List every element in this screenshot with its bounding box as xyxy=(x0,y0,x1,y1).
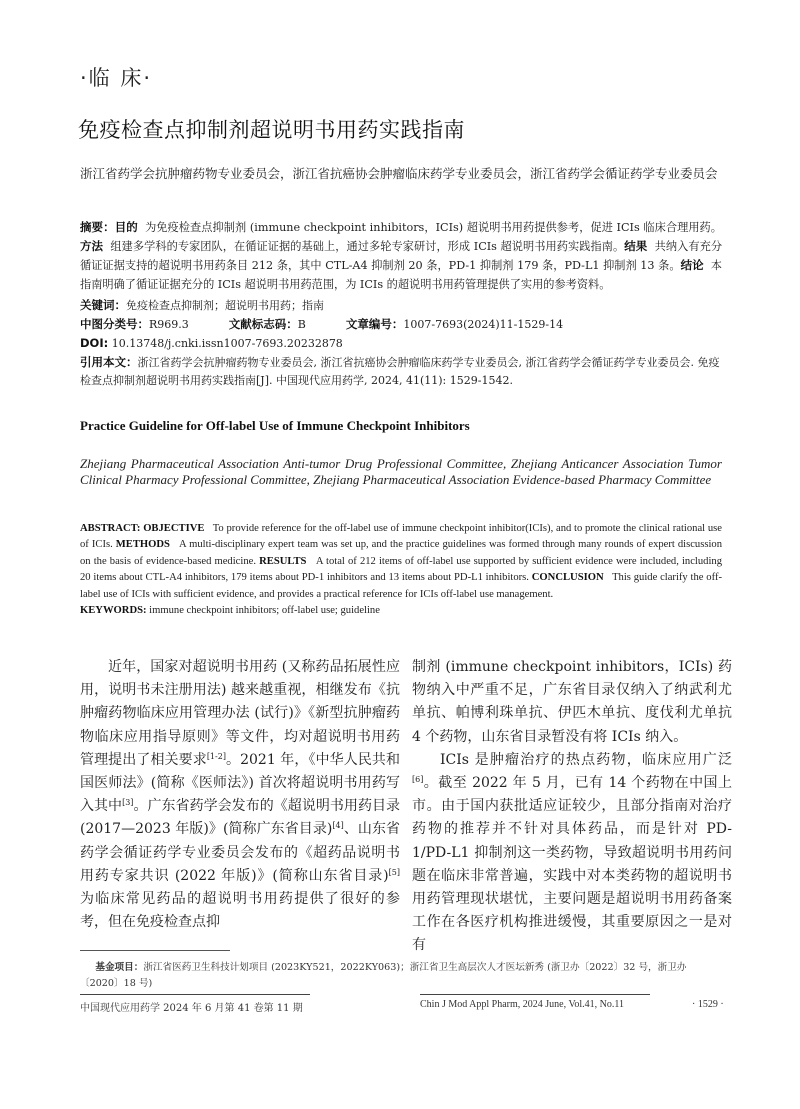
en-results-label: RESULTS xyxy=(259,555,307,567)
doc-code-value: B xyxy=(297,318,306,331)
reference-link[interactable]: [3] xyxy=(122,798,134,808)
results-label: 结果 xyxy=(624,239,648,253)
en-objective-text: To provide reference for the off-label use of immune checkpoint inhibitor(ICIs), and to promote the clinical rational use of ICIs. xyxy=(80,523,722,551)
body-text: 。2021 年，《中华人民共和国医师法》(简称《医师法》) 首次将超说明书用药写入其中 xyxy=(80,751,400,815)
reference-link[interactable]: [4] xyxy=(332,821,344,831)
abstract-cn xyxy=(80,218,722,294)
abstract-label: 摘要： xyxy=(80,220,115,234)
body-column-left xyxy=(80,656,400,934)
body-paragraph xyxy=(80,656,400,934)
keywords-label: 关键词： xyxy=(80,298,126,312)
clc-label: 中图分类号： xyxy=(80,317,149,331)
cite-text: 浙江省药学会抗肿瘤药物专业委员会, 浙江省抗癌协会肿瘤临床药学专业委员会, 浙江省药学会循证药学专业委员会. 免疫检查点抑制剂超说明书用药实践指南[J]. 中国现代应用药学, 2024, 41(11): 1529-1542. xyxy=(80,356,720,387)
page-title: 免疫检查点抑制剂超说明书用药实践指南 xyxy=(78,118,465,142)
reference-link[interactable]: [5] xyxy=(388,867,400,877)
english-title: Practice Guideline for Off-label Use of Immune Checkpoint Inhibitors xyxy=(80,418,470,433)
doi-value[interactable]: 10.13748/j.cnki.issn1007-7693.20232878 xyxy=(111,337,343,350)
en-methods-text: A multi-disciplinary expert team was set up, and the practice guidelines was formed through many rounds of expert discussion on the basis of evidence-based medicine. xyxy=(80,539,723,567)
en-conclusion-label: CONCLUSION xyxy=(531,572,604,584)
body-text: 近年，国家对超说明书用药 (又称药品拓展性应用，说明书未注册用法) 越来越重视，相继发布《抗肿瘤药物临床应用管理办法 (试行)》《新型抗肿瘤药物临床应用指导原则》等文件，均对超说明书用药管理提出了相关要求 xyxy=(80,659,400,768)
doi-label: DOI: xyxy=(80,336,109,350)
footer-divider-left xyxy=(80,994,310,995)
authors-en: Zhejiang Pharmaceutical Association Anti-tumor Drug Professional Committee, Zhejiang Anticancer Association Tumor Clinical Pharmacy Professional Committee, Zhejiang Pharmaceutical Association Evidence-based Pharmacy Committee xyxy=(80,456,722,487)
doi-row xyxy=(80,334,725,353)
citation xyxy=(80,353,725,390)
body-text: 。广东省药学会发布的《超说明书用药目录 (2017—2023 年版)》(简称广东省目录) xyxy=(80,798,401,838)
article-no-value: 1007-7693(2024)11-1529-14 xyxy=(403,318,564,331)
clc-value: R969.3 xyxy=(149,318,189,331)
en-conclusion-text: This guide clarify the off-label use of ICIs with sufficient evidence, and provides a practical reference for ICIs off-label use management. xyxy=(80,572,722,600)
body-paragraph: 制剂 (immune checkpoint inhibitors，ICIs) 药物纳入中严重不足，广东省目录仅纳入了纳武利尤单抗、帕博利珠单抗、伊匹木单抗、度伐利尤单抗 4 个药物，山东省目录暂没有将 ICIs 纳入。 xyxy=(412,659,732,745)
funding-label: 基金项目： xyxy=(95,962,144,973)
doc-code-label: 文献标志码： xyxy=(228,317,298,331)
article-no-label: 文章编号： xyxy=(345,317,404,331)
body-text: 为临床常见药品的超说明书用药提供了很好的参考，但在免疫检查点抑 xyxy=(80,891,400,931)
body-text: ICIs 是肿瘤治疗的热点药物，临床应用广泛 xyxy=(440,751,732,768)
body-text: 、山东省药学会循证药学专业委员会发布的《超药品说明书用药专家共识 (2022 年版)》(简称山东省目录) xyxy=(80,821,401,884)
cite-label: 引用本文： xyxy=(80,355,138,369)
body-text: 。截至 2022 年 5 月，已有 14 个药物在中国上市。由于国内获批适应证较少，且部分指南对治疗药物的推荐并不针对具体药品，而是针对 PD-1/PD-L1 抑制剂这一类药物，导致超说明书用药问题在临床非常普遍，实践中对本类药物的超说明书用药管理现状堪忧，主要问题是超说明书用药备案工作在各医疗机构推进缓慢，其重要原因之一是对有 xyxy=(412,775,732,954)
footer-divider-right xyxy=(420,994,650,995)
page-number: · 1529 · xyxy=(692,999,724,1010)
body-paragraph xyxy=(412,749,732,958)
funding-footnote xyxy=(80,960,725,992)
en-objective-label: ABSTRACT: OBJECTIVE xyxy=(80,523,205,534)
en-results-text: A total of 212 items of off-label use supported by sufficient evidence were included, including 20 items about CTL-A4 inhibitors, 179 items about PD-1 inhibitors and 13 items about PD-L1 inhibitors. xyxy=(80,555,722,584)
footer-journal-en: Chin J Mod Appl Pharm, 2024 June, Vol.41, No.11 xyxy=(420,999,624,1010)
methods-label: 方法 xyxy=(80,239,104,253)
results-text: 共纳入有充分循证证据支持的超说明书用药条目 212 条，其中 CTL-A4 抑制剂 20 条，PD-1 抑制剂 179 条，PD-L1 抑制剂 13 条。 xyxy=(80,240,723,272)
footer-journal-cn: 中国现代应用药学 2024 年 6 月第 41 卷第 11 期 xyxy=(80,1003,303,1014)
classification-row xyxy=(80,315,725,334)
authors-cn: 浙江省药学会抗肿瘤药物专业委员会，浙江省抗癌协会肿瘤临床药学专业委员会，浙江省药学会循证药学专业委员会 xyxy=(80,166,718,181)
en-keywords-text: immune checkpoint inhibitors; off-label use; guideline xyxy=(149,605,380,617)
keywords-text: 免疫检查点抑制剂；超说明书用药；指南 xyxy=(126,299,324,312)
en-methods-label: METHODS xyxy=(115,539,170,551)
funding-text: 浙江省医药卫生科技计划项目 (2023KY521，2022KY063)；浙江省卫生高层次人才医坛新秀 (浙卫办〔2022〕32 号，浙卫办〔2020〕18 号) xyxy=(80,962,687,989)
body-column-right xyxy=(412,656,732,958)
keywords-cn xyxy=(80,296,725,315)
abstract-en xyxy=(80,521,722,619)
reference-link[interactable]: [1-2] xyxy=(206,751,226,761)
footnote-divider xyxy=(80,950,230,951)
reference-link[interactable]: [6] xyxy=(412,775,424,785)
en-keywords-label: KEYWORDS: xyxy=(80,605,147,617)
conclusion-label: 结论 xyxy=(680,258,704,272)
section-tag: ·临 床· xyxy=(80,66,153,90)
methods-text: 组建多学科的专家团队，在循证证据的基础上，通过多轮专家研讨，形成 ICIs 超说明书用药实践指南。 xyxy=(110,240,625,253)
objective-text: 为免疫检查点抑制剂 (immune checkpoint inhibitors，ICIs) 超说明书用药提供参考，促进 ICIs 临床合理用药。 xyxy=(145,221,722,234)
conclusion-text: 本指南明确了循证证据充分的 ICIs 超说明书用药范围，为 ICIs 的超说明书用药管理提供了实用的参考资料。 xyxy=(80,259,722,291)
objective-label: 目的 xyxy=(114,220,138,234)
